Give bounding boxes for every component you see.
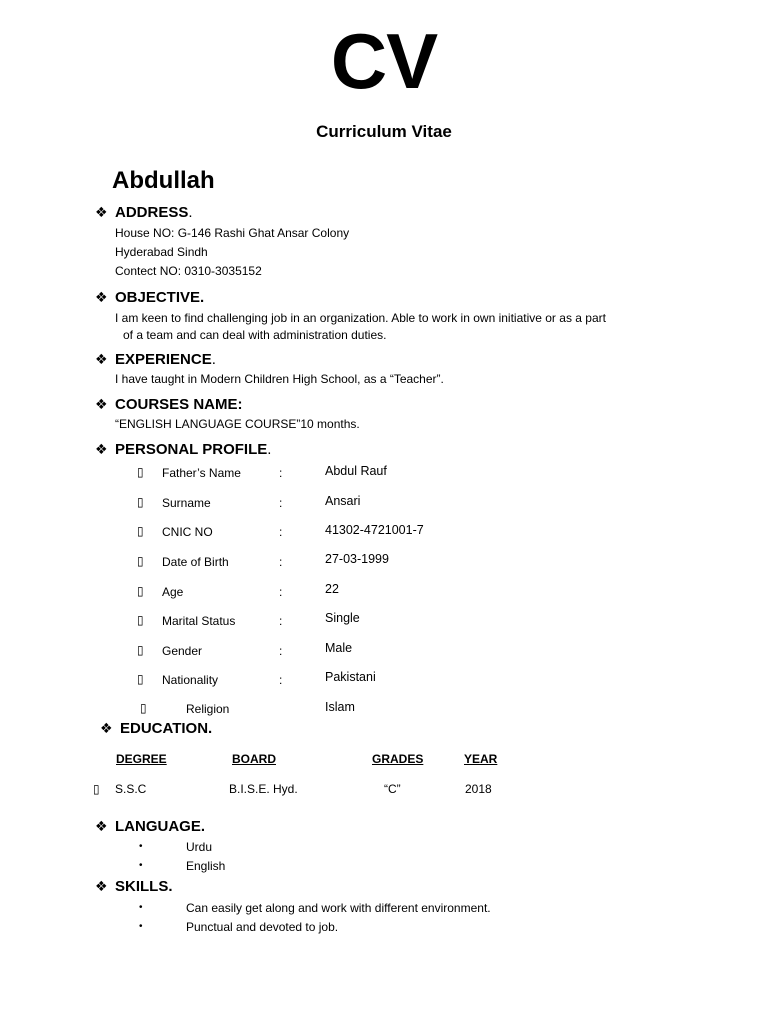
- bullet-icon: •: [139, 860, 143, 871]
- profile-label: Father’s Name: [162, 466, 241, 480]
- diamond-bullet-icon: ❖: [95, 351, 108, 367]
- profile-label: Gender: [162, 644, 203, 658]
- diamond-bullet-icon: ❖: [95, 878, 108, 894]
- profile-label: Age: [162, 585, 184, 599]
- education-board: B.I.S.E. Hyd.: [229, 782, 298, 796]
- skill-item: Punctual and devoted to job.: [186, 920, 339, 934]
- education-column-board: BOARD: [232, 752, 276, 766]
- language-heading: ❖ LANGUAGE.: [95, 818, 205, 835]
- checkbox-icon: ▯: [137, 524, 144, 538]
- profile-label: Surname: [162, 496, 211, 510]
- profile-value: Male: [325, 641, 353, 655]
- profile-value: Single: [325, 611, 360, 625]
- diamond-bullet-icon: ❖: [95, 204, 108, 220]
- profile-value: Pakistani: [325, 670, 376, 684]
- checkbox-icon: ▯: [137, 643, 144, 657]
- profile-separator: :: [279, 673, 283, 687]
- profile-value: Abdul Rauf: [325, 464, 387, 478]
- address-heading: ❖ ADDRESS.: [95, 204, 193, 221]
- diamond-bullet-icon: ❖: [95, 818, 108, 834]
- bullet-icon: •: [139, 921, 143, 932]
- checkbox-icon: ▯: [137, 613, 144, 627]
- profile-value: 27-03-1999: [325, 552, 389, 566]
- checkbox-icon: ▯: [137, 465, 144, 479]
- objective-heading: ❖ OBJECTIVE.: [95, 289, 205, 306]
- profile-separator: :: [279, 496, 283, 510]
- education-degree: S.S.C: [115, 782, 147, 796]
- personal-profile-heading: ❖ PERSONAL PROFILE.: [95, 441, 272, 458]
- checkbox-icon: ▯: [137, 554, 144, 568]
- address-line: Hyderabad Sindh: [115, 245, 208, 259]
- profile-separator: :: [279, 644, 283, 658]
- profile-value: Ansari: [325, 494, 361, 508]
- experience-text: I have taught in Modern Children High School, as a “Teacher”.: [115, 372, 444, 386]
- applicant-name: Abdullah: [112, 167, 215, 194]
- education-column-grades: GRADES: [372, 752, 424, 766]
- diamond-bullet-icon: ❖: [100, 720, 113, 736]
- contact-number: Contect NO: 0310-3035152: [115, 264, 262, 278]
- profile-label: Nationality: [162, 673, 219, 687]
- bullet-icon: •: [139, 841, 143, 852]
- education-grade: “C”: [384, 782, 401, 796]
- diamond-bullet-icon: ❖: [95, 396, 108, 412]
- objective-text: I am keen to find challenging job in an organization. Able to work in own initiative or as a part: [115, 311, 606, 325]
- profile-value: 41302-4721001-7: [325, 523, 424, 537]
- profile-value: Islam: [325, 700, 355, 714]
- objective-text: of a team and can deal with administration duties.: [123, 328, 387, 342]
- diamond-bullet-icon: ❖: [95, 441, 108, 457]
- language-item: English: [186, 859, 226, 873]
- checkbox-icon: ▯: [140, 701, 147, 715]
- profile-separator: :: [279, 614, 283, 628]
- profile-label: CNIC NO: [162, 525, 213, 539]
- courses-heading: ❖ COURSES NAME:: [95, 396, 243, 413]
- education-heading: ❖ EDUCATION.: [100, 720, 213, 737]
- profile-separator: :: [279, 555, 283, 569]
- document-subtitle: Curriculum Vitae: [316, 122, 452, 141]
- education-column-degree: DEGREE: [116, 752, 167, 766]
- experience-heading: ❖ EXPERIENCE.: [95, 351, 216, 368]
- profile-label: Religion: [186, 702, 230, 716]
- profile-value: 22: [325, 582, 339, 596]
- skills-heading: ❖ SKILLS.: [95, 878, 173, 895]
- profile-separator: :: [279, 585, 283, 599]
- profile-separator: :: [279, 525, 283, 539]
- checkbox-icon: ▯: [137, 495, 144, 509]
- education-column-year: YEAR: [464, 752, 498, 766]
- profile-label: Date of Birth: [162, 555, 229, 569]
- course-name: “ENGLISH LANGUAGE COURSE”10 months.: [115, 417, 360, 431]
- checkbox-icon: ▯: [137, 672, 144, 686]
- diamond-bullet-icon: ❖: [95, 289, 108, 305]
- bullet-icon: •: [139, 902, 143, 913]
- profile-label: Marital Status: [162, 614, 236, 628]
- language-item: Urdu: [186, 840, 213, 854]
- profile-separator: :: [279, 466, 283, 480]
- education-year: 2018: [465, 782, 492, 796]
- checkbox-icon: ▯: [93, 782, 100, 796]
- checkbox-icon: ▯: [137, 584, 144, 598]
- cv-title: CV: [330, 17, 438, 105]
- address-line: House NO: G-146 Rashi Ghat Ansar Colony: [115, 226, 350, 240]
- skill-item: Can easily get along and work with different environment.: [186, 901, 491, 915]
